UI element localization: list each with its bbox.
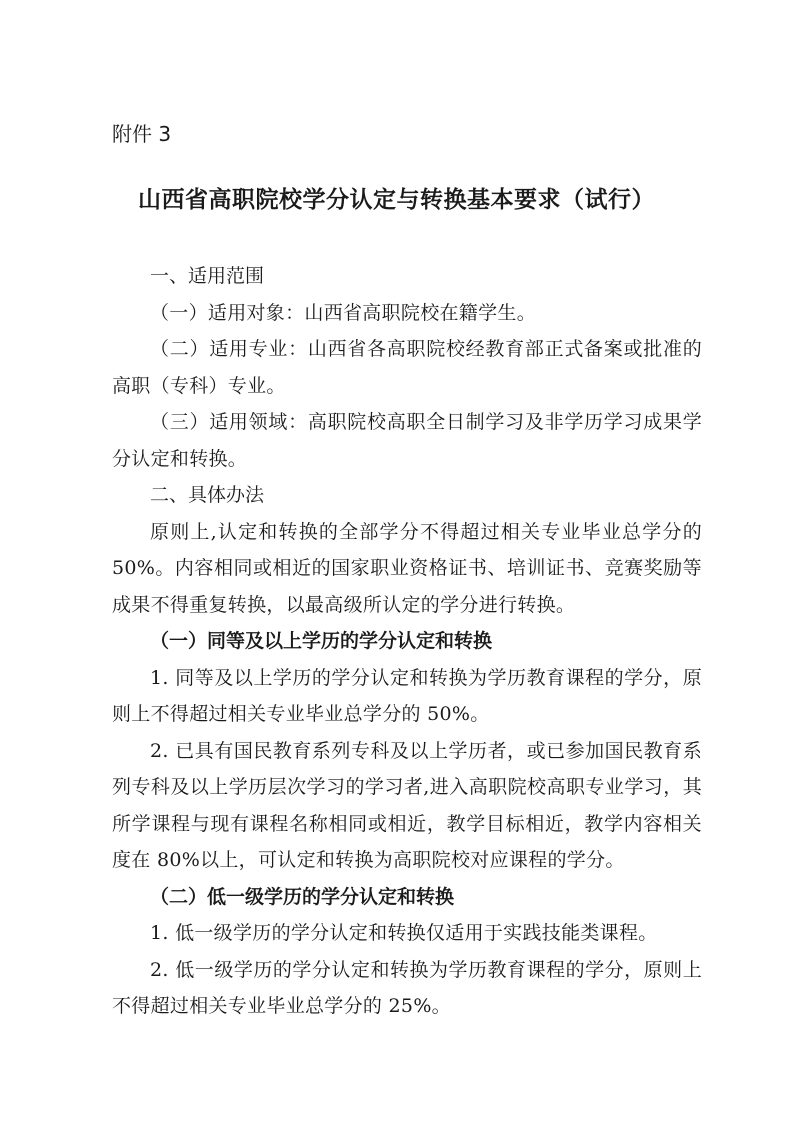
paragraph-majors: （二）适用专业：山西省各高职院校经教育部正式备案或批准的高职（专科）专业。	[112, 338, 702, 397]
subsection-heading-lower-level: （二）低一级学历的学分认定和转换	[150, 885, 455, 908]
document-title: 山西省高职院校学分认定与转换基本要求（试行）	[138, 186, 655, 213]
section-heading-methods: 二、具体办法	[150, 484, 265, 506]
paragraph-principle: 原则上,认定和转换的全部学分不得超过相关专业毕业总学分的50%。内容相同或相近的国家职业资格证书、培训证书、竞赛奖励等成果不得重复转换，以最高级所认定的学分进行转换。	[112, 520, 702, 616]
paragraph-equal-level-1: 1. 同等及以上学历的学分认定和转换为学历教育课程的学分，原则上不得超过相关专业毕业总学分的 50%。	[112, 666, 702, 725]
attachment-label: 附件 3	[112, 122, 172, 146]
document-body	[112, 258, 702, 1025]
paragraph-target: （一）适用对象：山西省高职院校在籍学生。	[150, 301, 537, 324]
subsection-heading-equal-level: （一）同等及以上学历的学分认定和转换	[150, 630, 493, 652]
paragraph-lower-level-1: 1. 低一级学历的学分认定和转换仅适用于实践技能类课程。	[150, 922, 658, 944]
paragraph-fields: （三）适用领域：高职院校高职全日制学习及非学历学习成果学分认定和转换。	[112, 411, 702, 470]
paragraph-lower-level-2: 2. 低一级学历的学分认定和转换为学历教育课程的学分，原则上不得超过相关专业毕业总学分的 25%。	[112, 958, 702, 1017]
paragraph-equal-level-2: 2. 已具有国民教育系列专科及以上学历者，或已参加国民教育系列专科及以上学历层次学习的学习者,进入高职院校高职专业学习，其所学课程与现有课程名称相同或相近，教学目标相近，教学内容相关度在 80%以上，可认定和转换为高职院校对应课程的学分。	[112, 739, 702, 871]
section-heading-scope: 一、适用范围	[150, 265, 265, 287]
